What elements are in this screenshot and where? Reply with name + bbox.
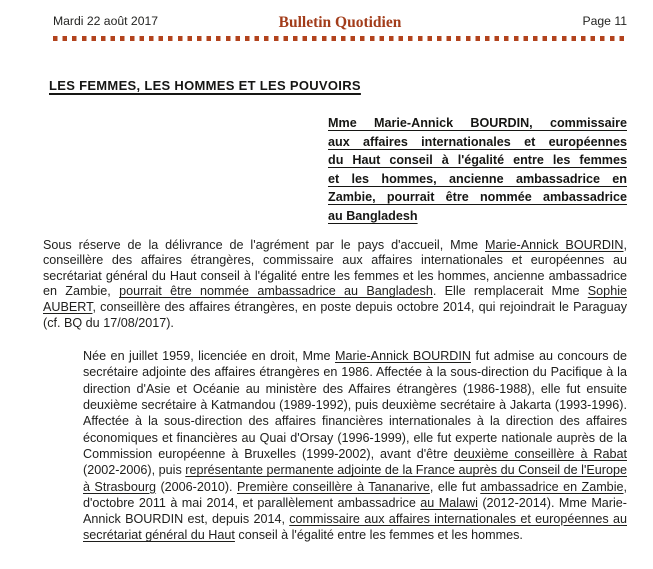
section-heading: LES FEMMES, LES HOMMES ET LES POUVOIRS — [49, 78, 361, 93]
lead-paragraph — [43, 238, 627, 332]
text-run: conseil à l'égalité entre les femmes et les hommes. — [234, 528, 523, 543]
headline-line: Mme Marie-Annick BOURDIN, commissaire — [328, 116, 627, 130]
bulletin-title: Bulletin Quotidien — [278, 14, 402, 31]
underlined-text: commissaire aux affaires internationales et européennes au secrétariat général du Haut — [83, 512, 627, 543]
text-run: . Elle remplacerait Mme — [432, 284, 588, 299]
underlined-text: ambassadrice en Zambie — [480, 479, 624, 494]
dotted-separator — [53, 36, 627, 41]
text-run: (2002-2006), puis — [83, 463, 186, 478]
underlined-text: Marie-Annick BOURDIN — [334, 349, 471, 364]
headline-line: au Bangladesh — [328, 208, 418, 223]
text-run: , conseillère des affaires étrangères, commissaire aux affaires internationales et européennes au secrétariat général du Haut conseil à l'égalité entre les femmes et les hommes, ancienne ambassadrice en Zambie, — [43, 237, 628, 299]
headline-line: Zambie, pourrait être nommée ambassadrice — [328, 190, 627, 205]
underlined-text: représentante permanente adjointe de la France auprès du Conseil de l'Europe à Strasbourg — [83, 463, 627, 494]
masthead — [53, 14, 627, 32]
text-run: Sous réserve de la délivrance de l'agrément par le pays d'accueil, Mme — [43, 237, 486, 252]
text-run: (2012-2014). Mme Marie-Annick BOURDIN est, depuis 2014, — [83, 495, 628, 527]
underlined-text: pourrait être nommée ambassadrice au Bangladesh — [119, 284, 433, 299]
text-run: , conseillère des affaires étrangères, en poste depuis octobre 2014, qui rejoindrait le Paraguay (cf. BQ du 17/08/2017). — [43, 299, 627, 330]
text-run: Née en juillet 1959, licenciée en droit, Mme — [83, 349, 335, 364]
headline-line: et les hommes, ancienne ambassadrice en — [328, 171, 627, 186]
article-headline — [328, 114, 627, 226]
underlined-text: deuxième conseillère à Rabat — [453, 446, 627, 461]
text-run: , d'octobre 2011 à mai 2014, et parallèlement ambassadrice — [83, 479, 627, 510]
bio-paragraph — [83, 348, 627, 544]
text-run: , elle fut — [429, 479, 481, 494]
headline-line: aux affaires internationales et européennes — [328, 134, 627, 149]
underlined-text: Première conseillère à Tananarive — [236, 479, 430, 494]
text-run: fut admise au concours de secrétaire adjointe des affaires étrangères en 1986. Affectée à la sous-direction du Pacifique à la direction d'Asie et Océanie au ministère des Affaires étrangères (1986-1988), elle fut ensuite deuxième secrétaire à Katmandou (1989-1992), puis deuxième secrétaire à Jakarta (1993-1996). Affectée à la sous-direction des affaires financières internationales à la direction des affaires économiques et financières au Quai d'Orsay (1996-1999), elle fut experte nationale auprès de la Commission européenne à Bruxelles (1999-2002), avant d'être — [83, 349, 627, 461]
text-run: (2006-2010). — [156, 479, 237, 494]
underlined-text: au Malawi — [420, 495, 478, 510]
header-date: Mardi 22 août 2017 — [53, 14, 159, 28]
underlined-text: Sophie AUBERT — [43, 284, 627, 314]
headline-line: du Haut conseil à l'égalité entre les femmes — [328, 153, 627, 168]
article — [43, 78, 627, 544]
underlined-text: Marie-Annick BOURDIN — [485, 237, 624, 252]
page-number: Page 11 — [582, 14, 627, 28]
